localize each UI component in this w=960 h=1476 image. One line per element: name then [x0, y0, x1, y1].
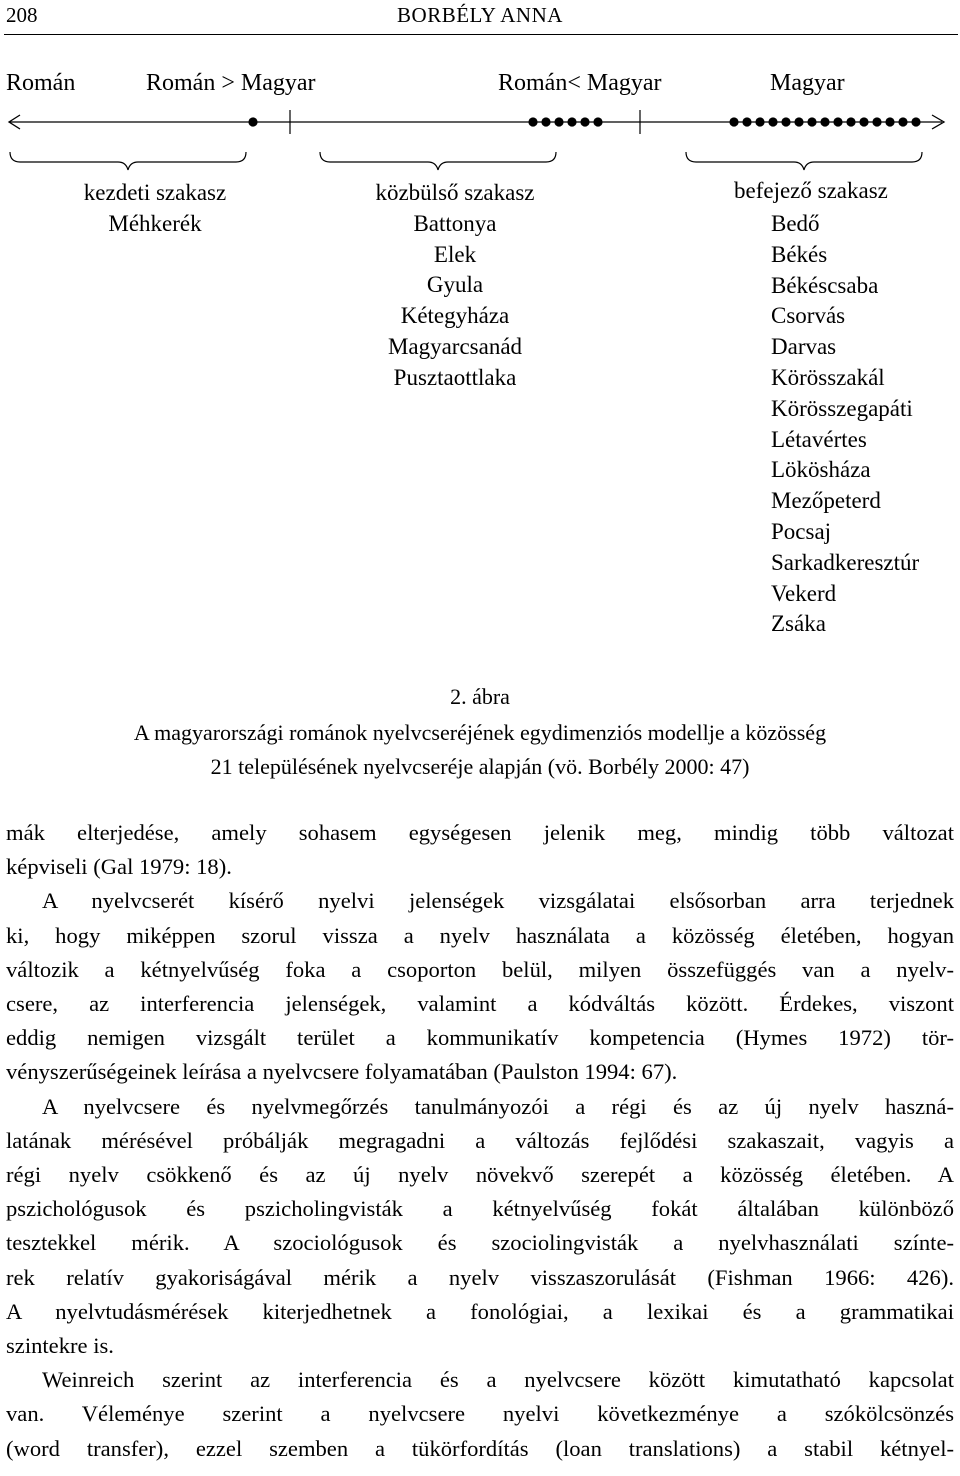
body-line: latának mérésével próbálják megragadni a változás fejlődési szakaszait, vagyis a — [6, 1127, 954, 1153]
body-line: A nyelvcsere és nyelvmegőrzés tanulmányozói a régi és az új nyelv haszná- — [42, 1093, 954, 1119]
figure-caption-line: 21 településének nyelvcseréje alapján (vö. Borbély 2000: 47) — [210, 754, 750, 779]
scale-label-roman: Román — [6, 70, 76, 96]
scale-label-roman-lt-magyar: Román< Magyar — [498, 70, 662, 96]
settlement: Békés — [771, 241, 828, 267]
settlement: Gyula — [426, 272, 484, 298]
body-line: rek relatív gyakoriságával mérik a nyelv visszaszorulását (Fishman 1966: 426). — [6, 1264, 954, 1290]
body-line: mák elterjedése, amely sohasem egységesen jelenik meg, mindig több változat — [6, 820, 954, 845]
figure-number: 2. ábra — [450, 684, 510, 709]
axis-dot — [248, 117, 257, 126]
settlement: Battonya — [413, 210, 497, 236]
axis-dots-end — [729, 117, 920, 126]
settlement: Körösszegapáti — [771, 395, 913, 421]
stage-column-middle — [350, 178, 560, 394]
stage-title: közbülső szakasz — [375, 180, 535, 205]
body-line: képviseli (Gal 1979: 18). — [6, 854, 232, 880]
settlement: Darvas — [771, 334, 837, 360]
body-line: pszichológusok és pszicholingvisták a kétnyelvűség fokát általában különböző — [6, 1196, 954, 1222]
language-shift-axis — [0, 100, 960, 140]
settlement: Lökösháza — [771, 457, 871, 483]
brace-start — [10, 152, 246, 170]
stage-braces — [0, 148, 960, 174]
stage-title: kezdeti szakasz — [83, 180, 227, 205]
stage-title-end: befejező szakasz — [734, 178, 888, 203]
settlement: Csorvás — [771, 303, 846, 329]
body-line: A nyelvtudásmérések kiterjedhetnek a fonológiai, a lexikai és a grammatikai — [6, 1298, 954, 1324]
stage-column-start — [64, 178, 246, 240]
body-line: szintekre is. — [6, 1333, 114, 1359]
settlement: Kétegyháza — [400, 303, 510, 329]
page-header — [0, 0, 960, 34]
page-number: 208 — [6, 3, 38, 27]
scale-label-roman-gt-magyar: Román > Magyar — [146, 70, 316, 96]
brace-end — [686, 152, 922, 170]
body-line: ki, hogy miképpen szorul vissza a nyelv használata a közösség életében, hogyan — [6, 922, 954, 948]
body-line: csere, az interferencia jelenségek, valamint a kódváltás között. Érdekes, viszont — [6, 991, 954, 1017]
body-line: (word transfer), ezzel szemben a tükörfordítás (loan translations) a stabil kétnyel- — [6, 1435, 954, 1461]
settlement: Pocsaj — [771, 518, 832, 544]
body-line: régi nyelv csökkenő és az új nyelv növekvő szerepét a közösség életében. A — [6, 1162, 954, 1188]
settlement: Létavértes — [771, 426, 867, 452]
body-line: vényszerűségeinek leírása a nyelvcsere folyamatában (Paulston 1994: 67). — [6, 1059, 678, 1085]
running-head: BORBÉLY ANNA — [397, 3, 563, 27]
settlement: Vekerd — [771, 580, 837, 606]
settlement-list-end — [771, 209, 919, 640]
brace-middle — [320, 152, 556, 170]
settlement: Elek — [433, 241, 477, 267]
scale-label-magyar: Magyar — [770, 70, 845, 96]
settlement: Méhkerék — [108, 210, 202, 236]
settlement: Bedő — [771, 211, 820, 236]
body-line: A nyelvcserét kísérő nyelvi jelenségek vizsgálatai elsősorban arra terjednek — [42, 888, 954, 914]
settlement-list — [64, 209, 246, 240]
body-line: tesztekkel mérik. A szociológusok és szociolingvisták a nyelvhasználati színte- — [6, 1230, 954, 1256]
settlement-list — [350, 209, 560, 394]
body-line: eddig nemigen vizsgált terület a kommunikatív kompetencia (Hymes 1972) tör- — [6, 1025, 954, 1051]
body-text — [6, 816, 954, 1466]
settlement: Mezőpeterd — [771, 488, 881, 514]
settlement: Pusztaottlaka — [393, 364, 517, 390]
settlement: Sarkadkeresztúr — [771, 549, 920, 575]
body-line: változik a kétnyelvűség foka a csoporton belül, milyen összefüggés van a nyelv- — [6, 956, 954, 982]
body-line: Weinreich szerint az interferencia és a nyelvcsere között kimutatható kapcsolat — [42, 1367, 954, 1393]
figure-caption-line: A magyarországi románok nyelvcseréjének egydimenziós modellje a közösség — [133, 720, 827, 745]
settlement: Békéscsaba — [771, 272, 879, 298]
settlement: Körösszakál — [771, 364, 885, 390]
settlement: Magyarcsanád — [387, 333, 523, 359]
body-line: van. Véleménye szerint a nyelvcsere nyelvi következménye a szókölcsönzés — [6, 1401, 954, 1427]
header-rule — [4, 34, 958, 35]
settlement: Zsáka — [771, 611, 826, 637]
